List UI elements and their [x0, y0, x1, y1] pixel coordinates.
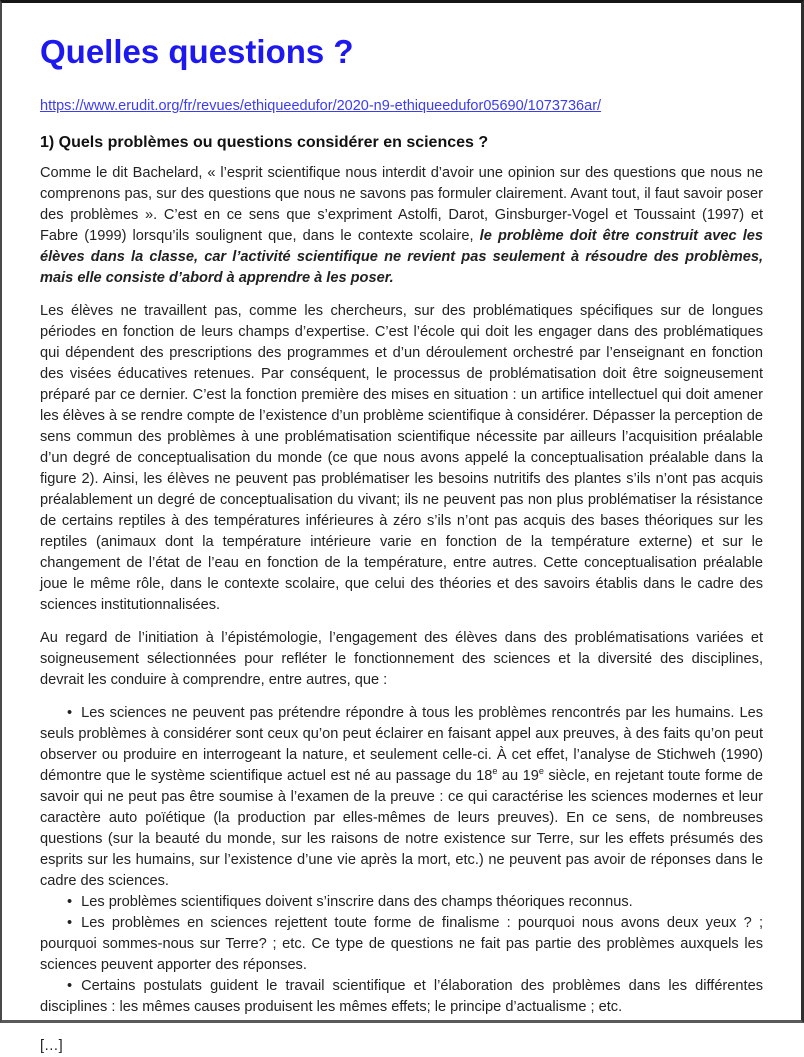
ellipsis-paragraph — [40, 1036, 763, 1057]
text-run: Les problèmes en sciences rejettent toute forme de finalisme : pourquoi nous avons deux yeux ? ; pourquoi sommes-nous sur Terre? ; etc. Ce type de questions ne fait pas partie des problèmes auxquels les sciences peuvent apporter des réponses. — [40, 915, 763, 973]
text-run: e — [538, 766, 544, 777]
bullet-icon: • — [67, 705, 73, 721]
text-run: Les sciences ne peuvent pas prétendre répondre à tous les problèmes rencontrés par les humains. Les seuls problèmes à considérer sont ceux qu’on peut éclairer en faisant appel aux preuves, à des faits qu’on peut observer ou produire en interrogeant la nature, et seulement celle-ci. À cet effet, l’analyse de Stichweh (1990) démontre que le système scientifique actuel est né au passage du 18 — [40, 705, 763, 784]
text-run: […] — [40, 1038, 63, 1054]
text-run: Les élèves ne travaillent pas, comme les chercheurs, sur des problématiques spécifiques sur de longues périodes en fonction de leurs champs d’expertise. C’est l’école qui doit les engager dans des problématiques qui dépendent des prescriptions des programmes et d’un déroulement orchestré par l’enseignant en fonction des visées éducatives retenues. Par conséquent, le processus de problématisation doit être soigneusement préparé par ce dernier. C’est la fonction première des mises en situation : un artifice intellectuel qui doit amener les élèves à se rendre compte de l’existence d’un problème scientifique à considérer. Dépasser la perception de sens commun des problèmes à une problématisation scientifique nécessite par ailleurs l’acquisition préalable d’un degré de conceptualisation du monde (ce que nous avons appelé la conceptualisation préalable dans la figure 2). Ainsi, les élèves ne peuvent pas problématiser les besoins nutritifs des plantes s’ils n’ont pas acquis préalablement un degré de conceptualisation du vivant; ils ne peuvent pas non plus problématiser la résistance de certains reptiles à des températures inférieures à zéro s’ils n’ont pas acquis des bases théoriques sur les reptiles (animaux dont la température intérieure varie en fonction de la température externe) et sur le changement de l’état de l’eau en fonction de la température, entre autres. Cette conceptualisation préalable joue le même rôle, dans le contexte scolaire, que celui des théories et des savoirs établis dans le cadre des sciences institutionnalisées. — [40, 303, 763, 613]
text-run: Au regard de l’initiation à l’épistémologie, l’engagement des élèves dans des problématisations variées et soigneusement sélectionnées pour refléter le fonctionnement des sciences et la diversité des disciplines, devrait les conduire à comprendre, entre autres, que : — [40, 630, 763, 688]
bullet-item — [40, 976, 763, 1018]
body-paragraph — [40, 301, 763, 616]
body-paragraph — [40, 628, 763, 691]
bullet-item — [40, 913, 763, 976]
bullet-icon: • — [67, 915, 73, 931]
page-title: Quelles questions ? — [40, 33, 354, 70]
text-run: Comme le dit Bachelard, « l’esprit scientifique nous interdit d’avoir une opinion sur des questions que nous ne comprenons pas, sur des questions que nous ne savons pas formuler clairement. Avant tout, il faut savoir poser des problèmes ». C’est en ce sens que s’expriment Astolfi, Darot, Ginsburger-Vogel et Toussaint (1997) et Fabre (1999) lorsqu’ils soulignent que, dans le contexte scolaire, — [40, 165, 763, 244]
text-run: Les problèmes scientifiques doivent s’inscrire dans des champs théoriques reconnus. — [81, 894, 633, 910]
text-run: siècle, en rejetant toute forme de savoir qui ne peut pas être soumise à l’examen de la preuve : ce qui caractérise les sciences modernes et leur caractère auto poïétique (la production par elles-mêmes de leurs preuves). En ce sens, de nombreuses questions (sur la beauté du monde, sur les raisons de notre existence sur Terre, sur les effets présumés des esprits sur les humains, sur l’existence d’une vie après la mort, etc.) ne peuvent pas avoir de réponses dans le cadre des sciences. — [40, 768, 763, 889]
text-run: le problème doit être construit avec les élèves dans la classe, car l’activité scientifique ne revient pas seulement à résoudre des problèmes, mais elle consiste d’abord à apprendre à les poser. — [40, 228, 763, 286]
bullet-item — [40, 892, 763, 913]
document-body — [40, 163, 763, 1057]
bullet-icon: • — [67, 894, 73, 910]
source-url-link[interactable]: https://www.erudit.org/fr/revues/ethiqueedufor/2020-n9-ethiqueedufor05690/1073736ar/ — [40, 98, 602, 114]
text-run: au 19 — [497, 768, 539, 784]
body-paragraph — [40, 163, 763, 289]
bullet-item — [40, 703, 763, 892]
text-run: e — [492, 766, 498, 777]
section-heading: 1) Quels problèmes ou questions considérer en sciences ? — [40, 134, 489, 151]
bullet-icon: • — [67, 978, 73, 994]
text-run: Certains postulats guident le travail scientifique et l’élaboration des problèmes dans les différentes disciplines : les mêmes causes produisent les mêmes effets; le principe d’actualisme ; etc. — [40, 978, 763, 1015]
